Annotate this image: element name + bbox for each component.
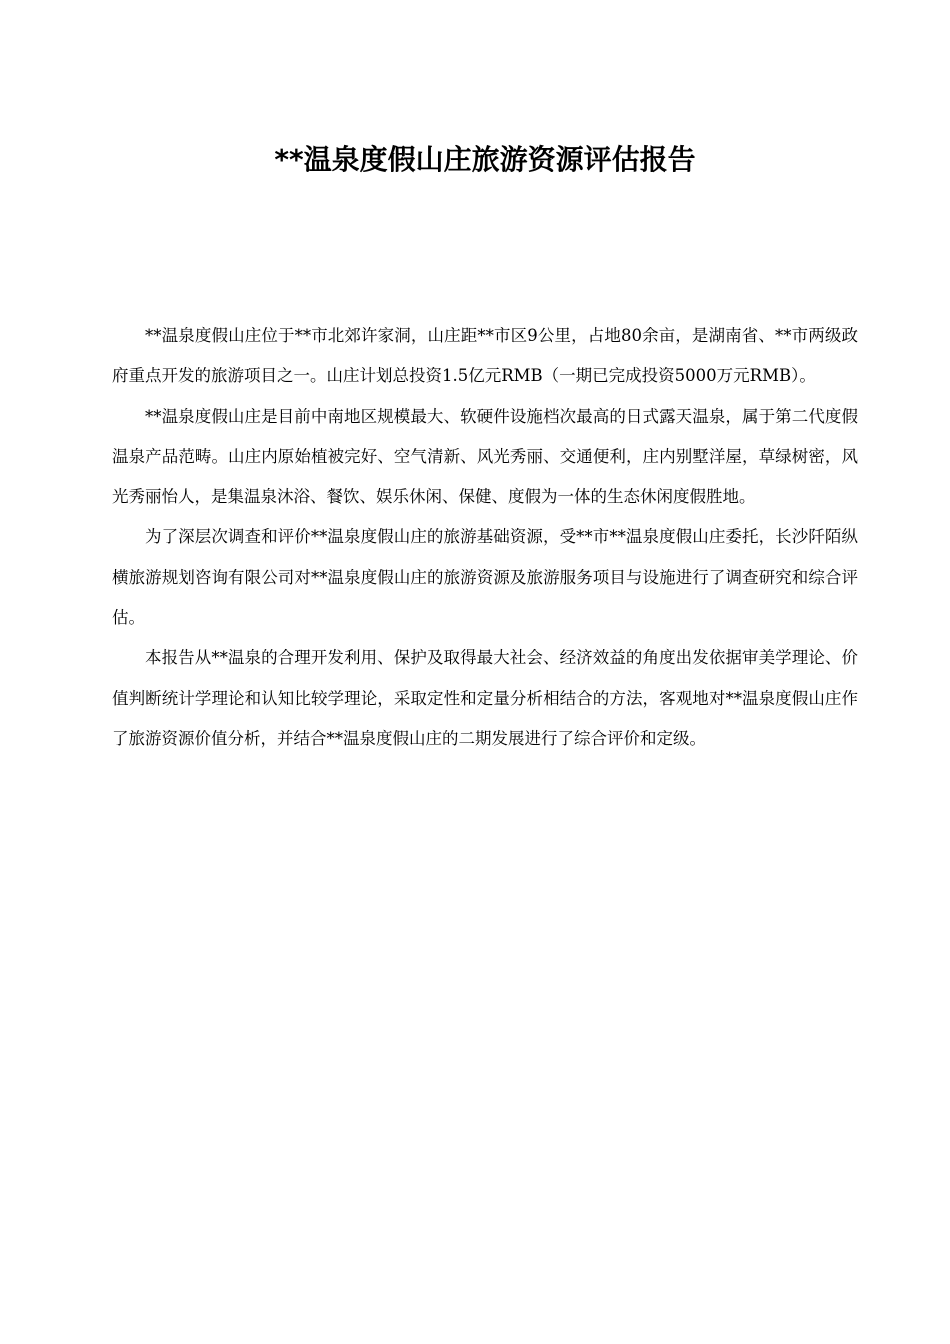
paragraph-methodology: 本报告从**温泉的合理开发利用、保护及取得最大社会、经济效益的角度出发依据审美学理论、价值判断统计学理论和认知比较学理论，采取定性和定量分析相结合的方法，客观地对**温泉度假山庄作了旅游资源价值分析，并结合**温泉度假山庄的二期发展进行了综合评价和定级。	[112, 648, 858, 748]
document-body	[112, 316, 858, 759]
document-title: **温泉度假山庄旅游资源评估报告	[274, 143, 696, 176]
paragraph-overview: **温泉度假山庄是目前中南地区规模最大、软硬件设施档次最高的日式露天温泉，属于第二代度假温泉产品范畴。山庄内原始植被完好、空气清新、风光秀丽、交通便利，庄内别墅洋屋，草绿树密，风光秀丽怡人，是集温泉沐浴、餐饮、娱乐休闲、保健、度假为一体的生态休闲度假胜地。	[112, 406, 858, 507]
paragraph-commission: 为了深层次调查和评价**温泉度假山庄的旅游基础资源，受**市**温泉度假山庄委托，长沙阡陌纵横旅游规划咨询有限公司对**温泉度假山庄的旅游资源及旅游服务项目与设施进行了调查研究和综合评估。	[112, 527, 858, 628]
paragraph-location: **温泉度假山庄位于**市北郊许家洞，山庄距**市区9公里，占地80余亩，是湖南省、**市两级政府重点开发的旅游项目之一。山庄计划总投资1.5亿元RMB（一期已完成投资5000万元RMB）。	[112, 326, 858, 386]
